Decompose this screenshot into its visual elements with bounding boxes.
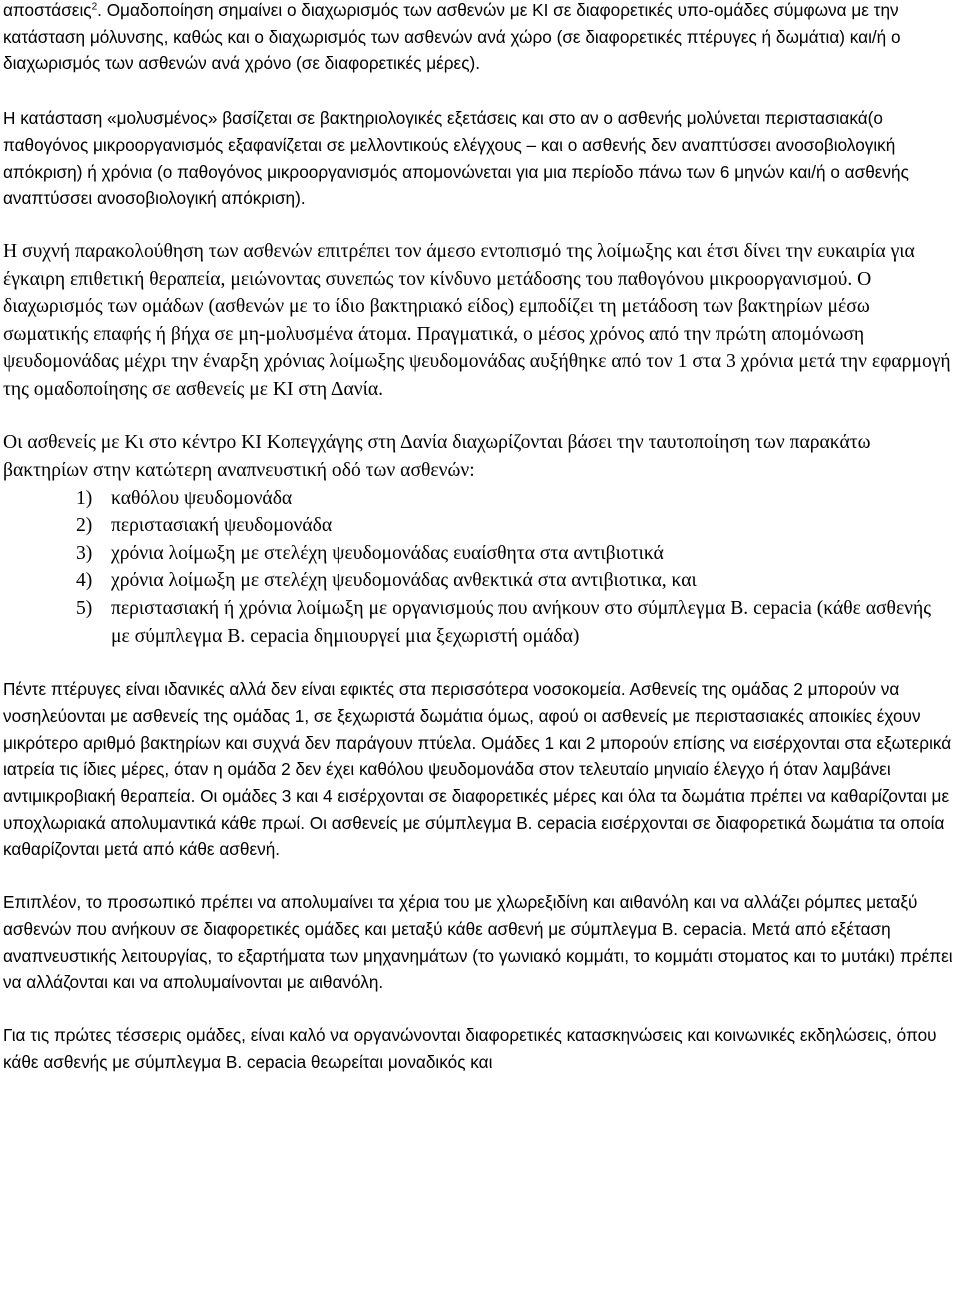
list-item — [3, 595, 953, 650]
list-item — [3, 512, 953, 540]
paragraph-wards: Πέντε πτέρυγες είναι ιδανικές αλλά δεν είναι εφικτές στα περισσότερα νοσοκομεία. Ασθενείς της ομάδας 2 μπορούν να νοσηλεύονται με ασθενείς της ομάδας 1, σε ξεχωριστά δωμάτια όμως, αφού οι ασθενείς με περιστασιακές αποικίες έχουν μικρότερο αριθμό βακτηρίων και συχνά δεν παράγουν πτύελα. Ομάδες 1 και 2 μπορούν επίσης να εισέρχονται στα εξωτερικά ιατρεία τις ίδιες μέρες, όταν η ομάδα 2 δεν έχει καθόλου ψευδομονάδα στον τελευταίο μηνιαίο έλεγχο ή όταν λαμβάνει αντιμικροβιακή θεραπεία. Οι ομάδες 3 και 4 εισέρχονται σε διαφορετικές μέρες και όλα τα δωμάτια πρέπει να καθαρίζονται με υποχλωριακά απολυμαντικά κάθε πρωί. Οι ασθενείς με σύμπλεγμα B. cepacia εισέρχονται σε διαφορετικά δωμάτια τα οποία καθαρίζονται μετά από κάθε ασθενή. — [3, 679, 952, 860]
document-page — [3, 0, 953, 1075]
paragraph-copenhagen-groups-intro: Οι ασθενείς με Κι στο κέντρο ΚΙ Κοπεγχάγης στη Δανία διαχωρίζονται βάσει την ταυτοποίηση των παρακάτω βακτηρίων στην κατώτερη αναπνευστική οδό των ασθενών: — [3, 432, 871, 482]
list-item-number: 2) — [76, 515, 93, 537]
list-item-text: περιστασιακή ψευδομονάδα — [111, 515, 333, 537]
paragraph-monitoring: Η συχνή παρακολούθηση των ασθενών επιτρέπει τον άμεσο εντοπισμό της λοίμωξης και έτσι δίνει την ευκαιρία για έγκαιρη επιθετική θεραπεία, μειώνοντας συνεπώς τον κίνδυνο μετάδοσης του παθογόνου μικροοργανισμού. Ο διαχωρισμός των ομάδων (ασθενών με το ίδιο βακτηριακό είδος) εμποδίζει τη μετάδοση των βακτηρίων μέσω σωματικής επαφής ή βήχα σε μη-μολυσμένα άτομα. Πραγματικά, ο μέσος χρόνος από την πρώτη απομόνωση ψευδομονάδας μέχρι την έναρξη χρόνιας λοίμωξης ψευδομονάδας αυξήθηκε από τον 1 στα 3 χρόνια μετά την εφαρμογή της ομαδοποίησης σε ασθενείς με ΚΙ στη Δανία. — [3, 240, 951, 400]
list-item-text: περιστασιακή ή χρόνια λοίμωξη με οργανισμούς που ανήκουν στο σύμπλεγμα B. cepacia (κάθε ασθενής με σύμπλεγμα B. cepacia δημιουργεί μια ξεχωριστή ομάδα) — [111, 598, 932, 647]
list-item — [3, 567, 953, 595]
paragraph-social-events: Για τις πρώτες τέσσερις ομάδες, είναι καλό να οργανώνονται διαφορετικές κατασκηνώσεις και κοινωνικές εκδηλώσεις, όπου κάθε ασθενής με σύμπλεγμα B. cepacia θεωρείται μοναδικός και — [3, 1024, 937, 1072]
list-item — [3, 485, 953, 513]
list-item-number: 5) — [76, 598, 93, 620]
groups-list — [3, 485, 953, 651]
list-item-number: 4) — [76, 570, 93, 592]
paragraph-rest-text: . Ομαδοποίηση σημαίνει ο διαχωρισμός των ασθενών με ΚΙ σε διαφορετικές υπο-ομάδες σύμφωνα με την κατάσταση μόλυνσης, καθώς και ο διαχωρισμός των ασθενών ανά χώρο (σε διαφορετικές πτέρυγες ή δωμάτια) και/ή ο διαχωρισμός των ασθενών ανά χρόνο (σε διαφορετικές μέρες). — [3, 0, 901, 74]
paragraph-cohorting-definition — [3, 0, 953, 77]
footnote-marker[interactable]: 2 — [91, 1, 98, 13]
list-item-number: 3) — [76, 542, 93, 564]
paragraph-start-text: αποστάσεις — [3, 0, 92, 20]
list-item-text: καθόλου ψευδομονάδα — [111, 487, 293, 509]
list-item-text: χρόνια λοίμωξη με στελέχη ψευδομονάδας ευαίσθητα στα αντιβιοτικά — [111, 542, 664, 564]
list-item-text: χρόνια λοίμωξη με στελέχη ψευδομονάδας ανθεκτικά στα αντιβιοτικα, και — [111, 570, 697, 592]
list-item-number: 1) — [76, 487, 93, 509]
list-item — [3, 540, 953, 568]
paragraph-staff-hygiene: Επιπλέον, το προσωπικό πρέπει να απολυμαίνει τα χέρια του με χλωρεξιδίνη και αιθανόλη και να αλλάζει ρόμπες μεταξύ ασθενών που ανήκουν σε διαφορετικές ομάδες και μεταξύ κάθε ασθενή με σύμπλεγμα B. cepacia. Μετά από εξέταση αναπνευστικής λειτουργίας, το εξαρτήματα των μηχανημάτων (το γωνιακό κομμάτι, το κομμάτι στοματος και το μυτάκι) πρέπει να αλλάζονται και να απολυμαίνονται με αιθανόλη. — [3, 892, 953, 993]
paragraph-infection-status: Η κατάσταση «μολυσμένος» βασίζεται σε βακτηριολογικές εξετάσεις και στο αν ο ασθενής μολύνεται περιστασιακά(ο παθογόνος μικροοργανισμός εξαφανίζεται σε μελλοντικούς ελέγχους – και ο ασθενής δεν αναπτύσσει ανοσοβιολογική απόκριση) ή χρόνια (ο παθογόνος μικροοργανισμός απομονώνεται για μια περίοδο πάνω των 6 μηνών και/ή ο ασθενής αναπτύσσει ανοσοβιολογική απόκριση). — [3, 108, 909, 209]
